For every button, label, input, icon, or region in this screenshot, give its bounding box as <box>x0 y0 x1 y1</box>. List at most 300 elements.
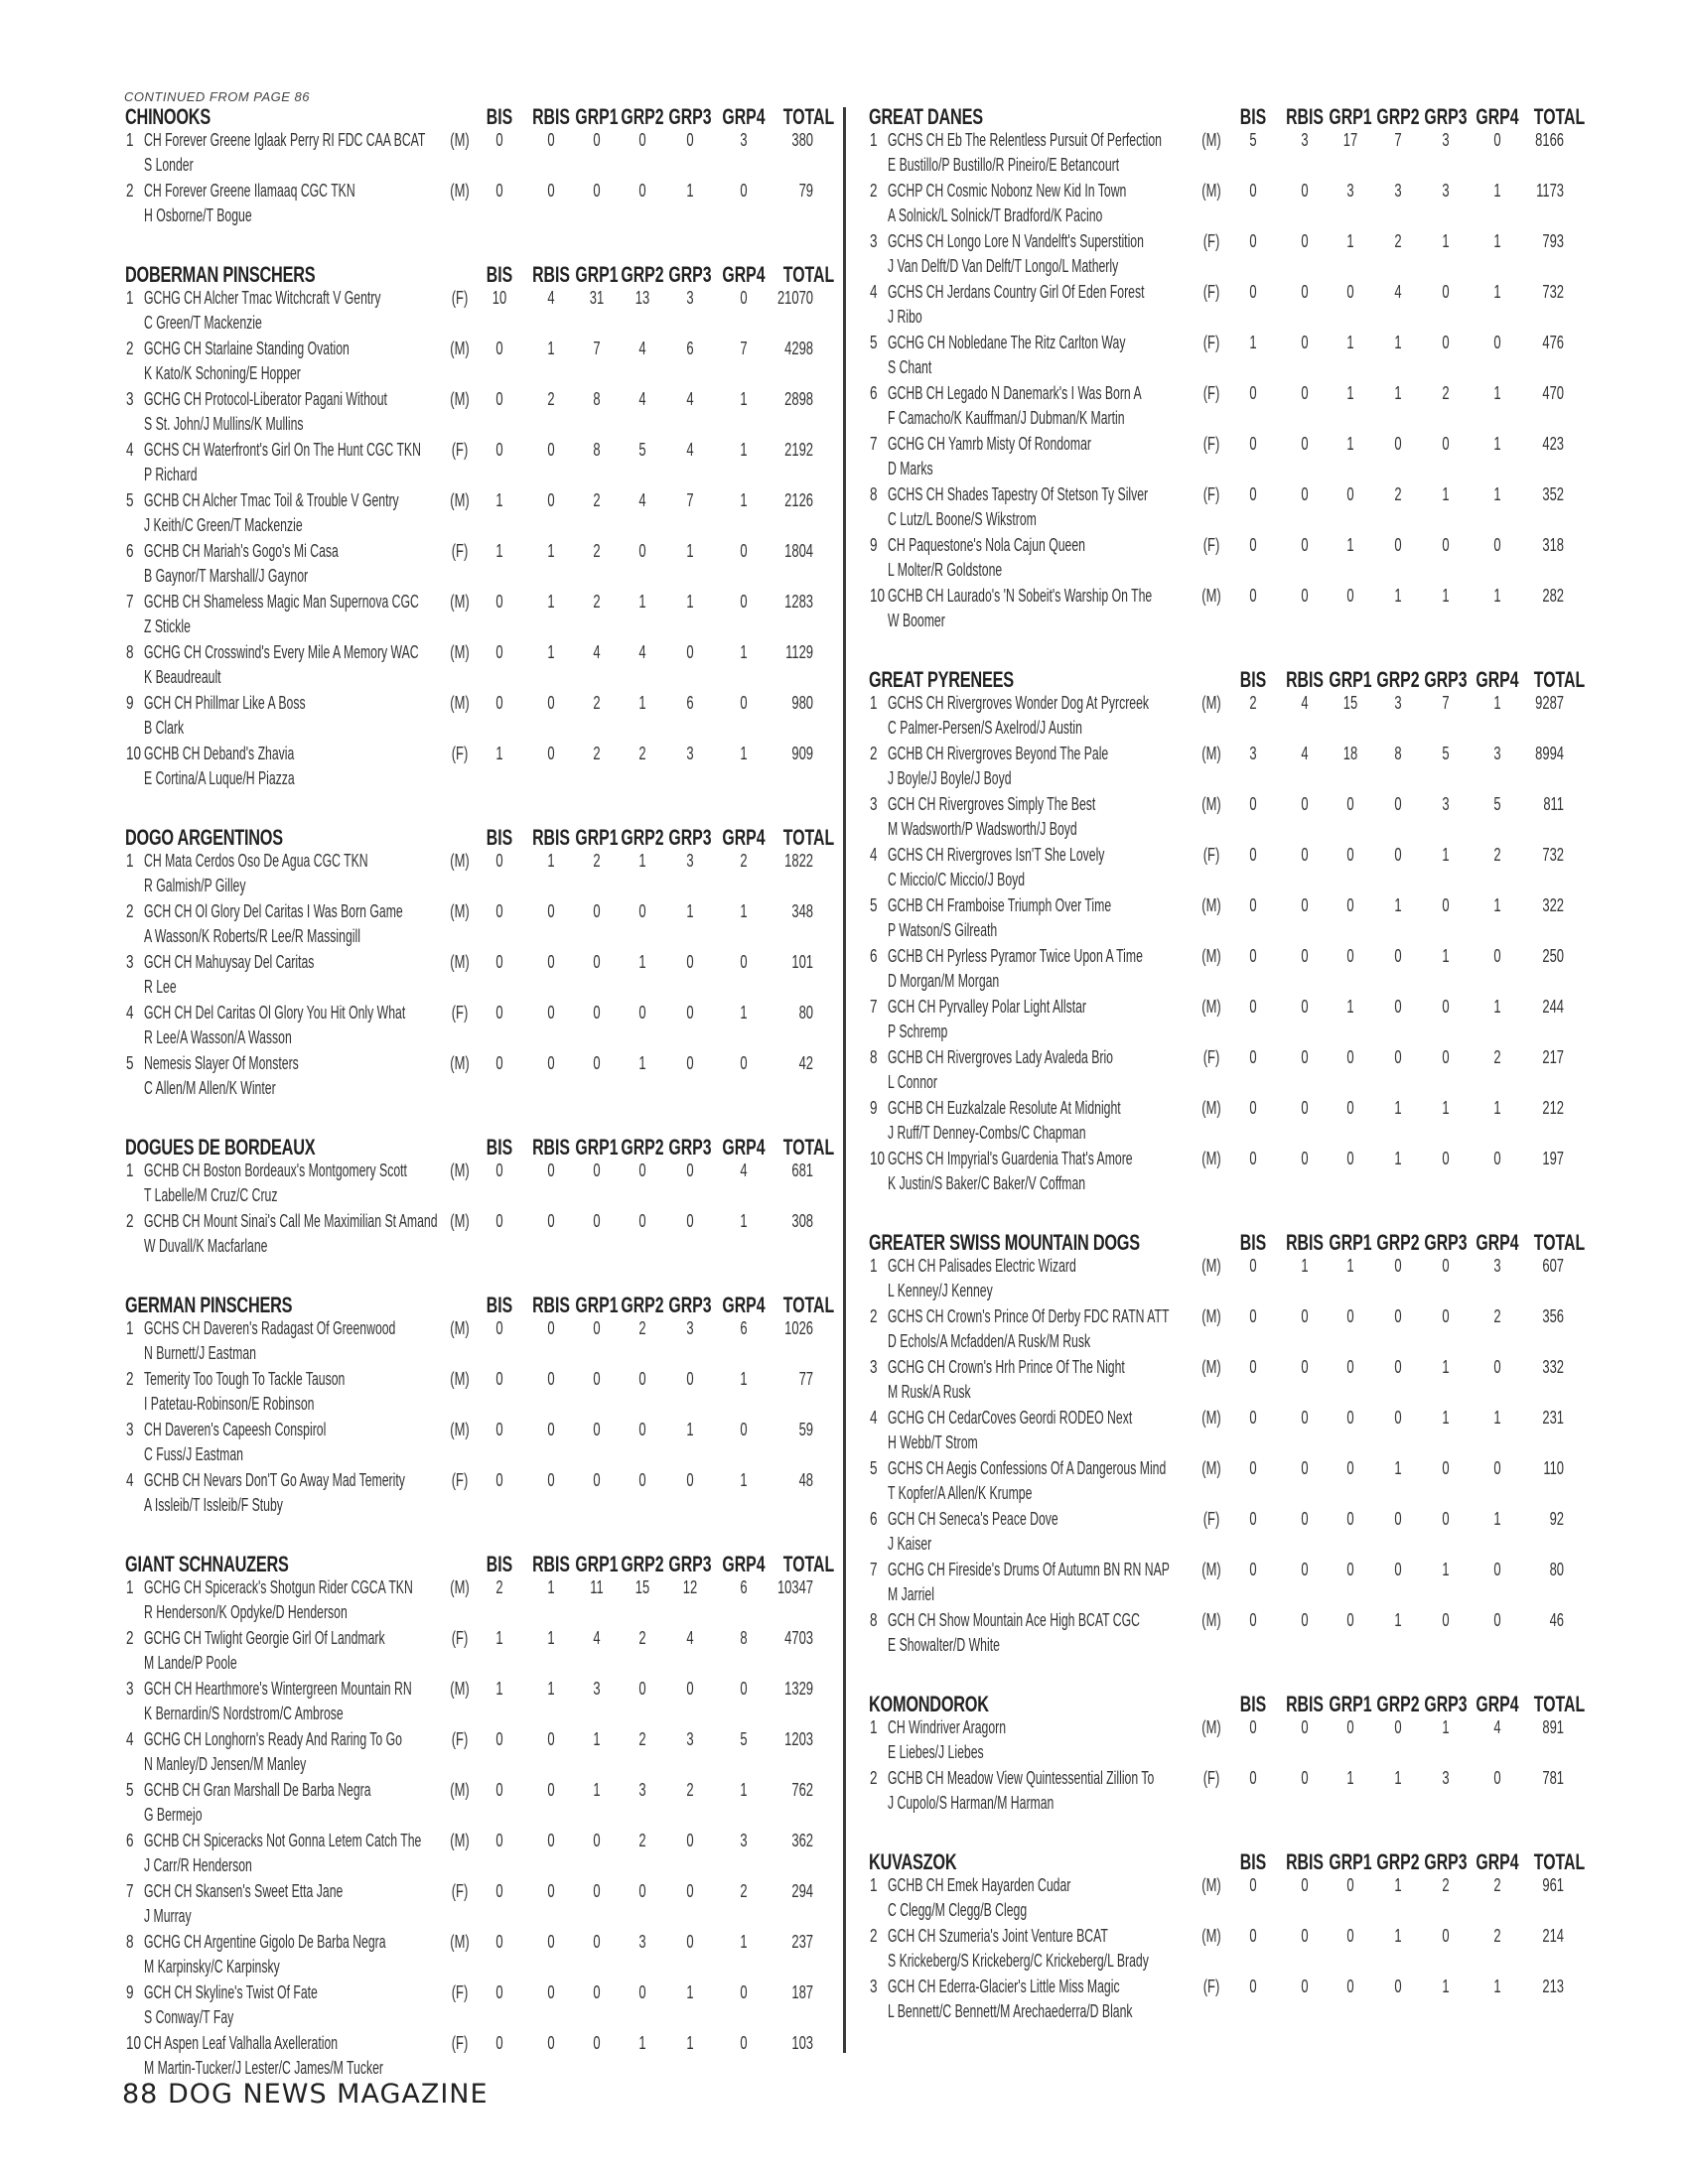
column-header-grp2: GRP2 <box>1376 104 1420 129</box>
total-value: 2126 <box>784 490 813 510</box>
grp3-value: 0 <box>1442 1458 1450 1478</box>
bis-value: 0 <box>495 592 503 612</box>
bis-value: 0 <box>1249 181 1257 201</box>
bis-value: 3 <box>1249 744 1257 763</box>
grp3-value: 0 <box>686 952 694 972</box>
column-header-grp1: GRP1 <box>1329 1849 1372 1874</box>
rank-number: 2 <box>126 1211 134 1231</box>
column-header-grp1: GRP1 <box>1329 667 1372 692</box>
ranking-row <box>122 541 817 592</box>
grp4-value: 6 <box>740 1577 748 1597</box>
owner-names: A Wasson/K Roberts/R Lee/R Massingill <box>144 926 360 946</box>
grp2-value: 0 <box>1394 1047 1402 1067</box>
sex-label: (M) <box>1201 1560 1221 1579</box>
grp2-value: 2 <box>638 744 646 763</box>
owner-names: R Lee <box>144 977 177 997</box>
breed-section <box>122 1551 835 2084</box>
breed-section <box>866 1848 1586 2027</box>
grp3-value: 0 <box>686 1470 694 1490</box>
rank-number: 7 <box>870 997 878 1017</box>
grp1-value: 1 <box>1346 333 1354 352</box>
bis-value: 0 <box>1249 1047 1257 1067</box>
column-header-bis: BIS <box>1239 1692 1267 1716</box>
breed-section <box>866 1691 1586 1819</box>
sex-label: (F) <box>1202 535 1220 555</box>
column-header-grp3: GRP3 <box>1424 1692 1468 1716</box>
sex-label: (F) <box>1202 282 1220 302</box>
rank-number: 10 <box>870 586 886 606</box>
bis-value: 0 <box>1249 1149 1257 1168</box>
grp3-value: 1 <box>686 1420 694 1439</box>
grp3-value: 3 <box>686 851 694 871</box>
ranking-row <box>866 1926 1566 1977</box>
column-header-total: TOTAL <box>1533 1230 1586 1255</box>
total-value: 811 <box>1543 794 1564 814</box>
bis-value: 0 <box>495 339 503 358</box>
ranking-row <box>866 693 1566 744</box>
grp1-value: 0 <box>1346 895 1354 915</box>
bis-value: 0 <box>495 389 503 409</box>
bis-value: 0 <box>1249 1509 1257 1529</box>
grp2-value: 1 <box>1394 1458 1402 1478</box>
dog-name: GCHG CH Fireside's Drums Of Autumn BN RN NAP <box>888 1560 1170 1579</box>
section-header <box>122 1292 835 1318</box>
owner-names: M Rusk/A Rusk <box>888 1382 971 1402</box>
column-header-total: TOTAL <box>782 104 835 129</box>
ranking-row <box>866 744 1566 794</box>
rbis-value: 1 <box>547 592 555 612</box>
total-value: 423 <box>1542 434 1564 454</box>
grp1-value: 0 <box>593 1982 601 2002</box>
grp1-value: 0 <box>1346 1357 1354 1377</box>
ranking-row <box>866 1560 1566 1610</box>
dog-name: GCHS CH Daveren's Radagast Of Greenwood <box>144 1318 396 1338</box>
rank-number: 7 <box>870 1560 878 1579</box>
ranking-row <box>122 592 817 642</box>
rbis-value: 0 <box>1301 535 1309 555</box>
grp4-value: 0 <box>740 288 748 308</box>
owner-names: H Webb/T Strom <box>888 1433 978 1452</box>
rbis-value: 0 <box>1301 1047 1309 1067</box>
column-header-grp2: GRP2 <box>621 262 664 287</box>
rank-number: 2 <box>126 1628 134 1648</box>
grp4-value: 0 <box>1493 1768 1501 1788</box>
column-header-rbis: RBIS <box>1286 1692 1324 1716</box>
total-value: 476 <box>1542 333 1564 352</box>
ranking-row <box>122 389 817 440</box>
sex-label: (M) <box>450 952 470 972</box>
bis-value: 0 <box>1249 484 1257 504</box>
grp3-value: 1 <box>1442 845 1450 865</box>
rank-number: 5 <box>870 1458 878 1478</box>
rbis-value: 1 <box>547 851 555 871</box>
dog-name: GCHB CH Rivergroves Beyond The Pale <box>888 744 1109 763</box>
total-value: 48 <box>798 1470 813 1490</box>
rank-number: 3 <box>126 1420 134 1439</box>
bis-value: 0 <box>495 1881 503 1901</box>
grp1-value: 1 <box>1346 997 1354 1017</box>
grp1-value: 0 <box>593 1160 601 1180</box>
rank-number: 5 <box>870 333 878 352</box>
dog-name: GCHG CH Spicerack's Shotgun Rider CGCA TKN <box>144 1577 413 1597</box>
rbis-value: 0 <box>1301 997 1309 1017</box>
grp3-value: 1 <box>1442 1717 1450 1737</box>
rank-number: 9 <box>870 535 878 555</box>
grp4-value: 1 <box>1493 434 1501 454</box>
grp3-value: 0 <box>686 1932 694 1952</box>
bis-value: 0 <box>495 1982 503 2002</box>
grp1-value: 0 <box>1346 586 1354 606</box>
sex-label: (M) <box>1201 794 1221 814</box>
grp4-value: 0 <box>740 2033 748 2053</box>
column-header-rbis: RBIS <box>532 104 570 129</box>
grp1-value: 1 <box>1346 1256 1354 1276</box>
grp1-value: 1 <box>1346 434 1354 454</box>
owner-names: C Lutz/L Boone/S Wikstrom <box>888 509 1037 529</box>
total-value: 681 <box>791 1160 813 1180</box>
dog-name: GCHG CH Yamrb Misty Of Rondomar <box>888 434 1091 454</box>
rbis-value: 1 <box>547 642 555 662</box>
grp4-value: 1 <box>740 440 748 460</box>
total-value: 732 <box>1542 845 1564 865</box>
grp1-value: 0 <box>593 1369 601 1389</box>
grp2-value: 1 <box>638 851 646 871</box>
grp2-value: 0 <box>1394 946 1402 966</box>
ranking-row <box>866 333 1566 383</box>
grp1-value: 0 <box>593 1211 601 1231</box>
total-value: 103 <box>791 2033 813 2053</box>
rank-number: 2 <box>870 1926 878 1946</box>
rank-number: 2 <box>126 339 134 358</box>
total-value: 793 <box>1542 231 1564 251</box>
ranking-row <box>122 1053 817 1104</box>
rbis-value: 1 <box>1301 1256 1309 1276</box>
continued-note: CONTINUED FROM PAGE 86 <box>124 89 311 104</box>
owner-names: C Fuss/J Eastman <box>144 1444 243 1464</box>
total-value: 607 <box>1542 1256 1564 1276</box>
dog-name: GCH CH Show Mountain Ace High BCAT CGC <box>888 1610 1140 1630</box>
rank-number: 2 <box>870 181 878 201</box>
grp3-value: 0 <box>1442 1926 1450 1946</box>
grp4-value: 1 <box>740 1003 748 1023</box>
dog-name: GCHB CH Rivergroves Lady Avaleda Brio <box>888 1047 1113 1067</box>
breed-title: DOGUES DE BORDEAUX <box>125 1135 316 1160</box>
owner-names: M Wadsworth/P Wadsworth/J Boyd <box>888 819 1077 839</box>
rbis-value: 0 <box>547 744 555 763</box>
left-column <box>122 103 835 2114</box>
bis-value: 0 <box>1249 1306 1257 1326</box>
grp1-value: 1 <box>1346 1768 1354 1788</box>
rbis-value: 3 <box>1301 130 1309 150</box>
owner-names: S Krickeberg/S Krickeberg/C Krickeberg/L Brady <box>888 1951 1149 1971</box>
column-header-grp2: GRP2 <box>621 1135 664 1160</box>
rank-number: 4 <box>126 1470 134 1490</box>
column-header-grp4: GRP4 <box>1476 104 1519 129</box>
grp2-value: 1 <box>1394 1926 1402 1946</box>
grp2-value: 0 <box>638 901 646 921</box>
rank-number: 5 <box>126 1780 134 1800</box>
ranking-row <box>122 642 817 693</box>
grp2-value: 8 <box>1394 744 1402 763</box>
sex-label: (M) <box>450 642 470 662</box>
rbis-value: 0 <box>547 1160 555 1180</box>
rank-number: 4 <box>126 1003 134 1023</box>
sex-label: (M) <box>450 1780 470 1800</box>
bis-value: 0 <box>495 1831 503 1850</box>
grp2-value: 1 <box>1394 1875 1402 1895</box>
grp2-value: 1 <box>1394 383 1402 403</box>
grp1-value: 0 <box>593 1318 601 1338</box>
breed-section <box>122 261 835 794</box>
rank-number: 9 <box>126 1982 134 2002</box>
grp1-value: 3 <box>593 1679 601 1699</box>
rank-number: 3 <box>126 1679 134 1699</box>
grp2-value: 0 <box>1394 1408 1402 1428</box>
owner-names: J Boyle/J Boyle/J Boyd <box>888 768 1012 788</box>
grp1-value: 0 <box>1346 1509 1354 1529</box>
rbis-value: 0 <box>1301 1610 1309 1630</box>
section-header <box>866 103 1586 130</box>
rank-number: 8 <box>126 642 134 662</box>
sex-label: (M) <box>450 901 470 921</box>
column-header-total: TOTAL <box>1533 1849 1586 1874</box>
dog-name: GCH CH Del Caritas Ol Glory You Hit Only What <box>144 1003 406 1023</box>
owner-names: N Manley/D Jensen/M Manley <box>144 1754 307 1774</box>
column-header-bis: BIS <box>1239 1849 1267 1874</box>
bis-value: 1 <box>495 744 503 763</box>
rank-number: 6 <box>870 383 878 403</box>
sex-label: (M) <box>450 389 470 409</box>
grp4-value: 0 <box>740 1982 748 2002</box>
total-value: 1329 <box>784 1679 813 1699</box>
dog-name: GCH CH Ederra-Glacier's Little Miss Magic <box>888 1977 1120 1996</box>
column-header-total: TOTAL <box>782 825 835 850</box>
sex-label: (F) <box>451 1003 469 1023</box>
column-header-bis: BIS <box>486 1293 513 1317</box>
grp2-value: 15 <box>634 1577 650 1597</box>
bis-value: 0 <box>1249 895 1257 915</box>
bis-value: 0 <box>1249 1256 1257 1276</box>
rbis-value: 0 <box>1301 484 1309 504</box>
total-value: 380 <box>791 130 813 150</box>
bis-value: 2 <box>1249 693 1257 713</box>
rank-number: 6 <box>126 541 134 561</box>
grp3-value: 0 <box>686 1160 694 1180</box>
grp2-value: 5 <box>638 440 646 460</box>
total-value: 332 <box>1542 1357 1564 1377</box>
dog-name: GCHS CH Waterfront's Girl On The Hunt CGC TKN <box>144 440 421 460</box>
grp4-value: 1 <box>1493 997 1501 1017</box>
rbis-value: 0 <box>1301 434 1309 454</box>
owner-names: D Marks <box>888 459 933 478</box>
total-value: 1804 <box>784 541 813 561</box>
grp4-value: 0 <box>740 693 748 713</box>
bis-value: 1 <box>495 1679 503 1699</box>
ranking-row <box>866 1768 1566 1819</box>
grp1-value: 1 <box>1346 231 1354 251</box>
grp4-value: 2 <box>1493 1875 1501 1895</box>
column-header-grp2: GRP2 <box>1376 1849 1420 1874</box>
owner-names: J Van Delft/D Van Delft/T Longo/L Matherly <box>888 256 1119 276</box>
rbis-value: 1 <box>547 1679 555 1699</box>
rbis-value: 0 <box>1301 1926 1309 1946</box>
owner-names: J Carr/R Henderson <box>144 1855 252 1875</box>
grp4-value: 0 <box>1493 946 1501 966</box>
total-value: 294 <box>791 1881 813 1901</box>
owner-names: B Clark <box>144 718 185 738</box>
owner-names: S Conway/T Fay <box>144 2007 234 2027</box>
ranking-row <box>866 1610 1566 1661</box>
column-header-bis: BIS <box>486 825 513 850</box>
column-header-total: TOTAL <box>782 1135 835 1160</box>
rank-number: 2 <box>126 1369 134 1389</box>
grp1-value: 3 <box>1346 181 1354 201</box>
grp1-value: 1 <box>593 1729 601 1749</box>
bis-value: 0 <box>495 901 503 921</box>
rank-number: 3 <box>870 231 878 251</box>
total-value: 1283 <box>784 592 813 612</box>
bis-value: 0 <box>495 1369 503 1389</box>
grp3-value: 0 <box>1442 1610 1450 1630</box>
owner-names: D Echols/A Mcfadden/A Rusk/M Rusk <box>888 1331 1091 1351</box>
dog-name: GCHG CH Crosswind's Every Mile A Memory WAC <box>144 642 419 662</box>
ranking-row <box>122 1628 817 1679</box>
grp4-value: 0 <box>740 952 748 972</box>
bis-value: 0 <box>1249 434 1257 454</box>
total-value: 891 <box>1542 1717 1564 1737</box>
dog-name: GCHB CH Legado N Danemark's I Was Born A <box>888 383 1142 403</box>
bis-value: 0 <box>495 952 503 972</box>
ranking-row <box>866 1047 1566 1098</box>
rbis-value: 0 <box>547 1881 555 1901</box>
grp2-value: 2 <box>638 1628 646 1648</box>
grp4-value: 7 <box>740 339 748 358</box>
grp3-value: 0 <box>686 1053 694 1073</box>
grp2-value: 0 <box>1394 794 1402 814</box>
sex-label: (F) <box>451 440 469 460</box>
grp3-value: 0 <box>686 130 694 150</box>
dog-name: GCH CH Palisades Electric Wizard <box>888 1256 1076 1276</box>
grp1-value: 0 <box>1346 1560 1354 1579</box>
column-header-bis: BIS <box>1239 667 1267 692</box>
column-header-grp3: GRP3 <box>668 104 712 129</box>
grp2-value: 1 <box>638 592 646 612</box>
ranking-row <box>122 1729 817 1780</box>
bis-value: 5 <box>1249 130 1257 150</box>
sex-label: (M) <box>1201 997 1221 1017</box>
owner-names: S St. John/J Mullins/K Mullins <box>144 414 304 434</box>
grp3-value: 1 <box>686 541 694 561</box>
dog-name: GCHB CH Deband's Zhavia <box>144 744 295 763</box>
sex-label: (F) <box>1202 333 1220 352</box>
bis-value: 0 <box>495 1729 503 1749</box>
rank-number: 3 <box>126 389 134 409</box>
rank-number: 10 <box>126 744 142 763</box>
rbis-value: 0 <box>1301 1306 1309 1326</box>
dog-name: GCH CH Skansen's Sweet Etta Jane <box>144 1881 344 1901</box>
grp2-value: 0 <box>1394 1560 1402 1579</box>
grp3-value: 0 <box>1442 282 1450 302</box>
dog-name: GCHB CH Meadow View Quintessential Zillion To <box>888 1768 1155 1788</box>
sex-label: (M) <box>450 1679 470 1699</box>
dog-name: GCHB CH Spiceracks Not Gonna Letem Catch The <box>144 1831 422 1850</box>
owner-names: L Kenney/J Kenney <box>888 1281 993 1300</box>
dog-name: CH Forever Greene Iglaak Perry RI FDC CAA BCAT <box>144 130 426 150</box>
column-header-grp4: GRP4 <box>722 1293 766 1317</box>
rbis-value: 0 <box>1301 1458 1309 1478</box>
column-header-total: TOTAL <box>782 262 835 287</box>
ranking-row <box>122 1780 817 1831</box>
owner-names: R Lee/A Wasson/A Wasson <box>144 1027 292 1047</box>
owner-names: G Bermejo <box>144 1805 203 1825</box>
rank-number: 1 <box>126 1318 134 1338</box>
grp2-value: 1 <box>1394 1098 1402 1118</box>
sex-label: (F) <box>1202 1509 1220 1529</box>
bis-value: 0 <box>495 2033 503 2053</box>
rbis-value: 0 <box>1301 1717 1309 1737</box>
grp3-value: 0 <box>1442 1306 1450 1326</box>
grp3-value: 2 <box>1442 383 1450 403</box>
breed-section <box>122 103 835 231</box>
ranking-row <box>122 1160 817 1211</box>
bis-value: 1 <box>495 541 503 561</box>
grp4-value: 8 <box>740 1628 748 1648</box>
grp1-value: 4 <box>593 642 601 662</box>
rbis-value: 0 <box>1301 1098 1309 1118</box>
grp3-value: 12 <box>682 1577 698 1597</box>
total-value: 1129 <box>785 642 813 662</box>
grp2-value: 3 <box>638 1932 646 1952</box>
grp4-value: 2 <box>1493 1926 1501 1946</box>
total-value: 2898 <box>784 389 813 409</box>
bis-value: 0 <box>495 1932 503 1952</box>
ranking-row <box>122 288 817 339</box>
grp1-value: 0 <box>1346 1717 1354 1737</box>
ranking-row <box>122 181 817 231</box>
grp2-value: 4 <box>638 339 646 358</box>
total-value: 214 <box>1542 1926 1564 1946</box>
total-value: 212 <box>1542 1098 1564 1118</box>
column-header-grp4: GRP4 <box>1476 1692 1519 1716</box>
sex-label: (M) <box>450 1053 470 1073</box>
total-value: 4298 <box>784 339 813 358</box>
owner-names: N Burnett/J Eastman <box>144 1343 256 1363</box>
grp2-value: 13 <box>634 288 650 308</box>
column-header-rbis: RBIS <box>532 825 570 850</box>
column-header-grp1: GRP1 <box>575 1135 619 1160</box>
rank-number: 8 <box>870 484 878 504</box>
total-value: 318 <box>1542 535 1564 555</box>
page-footer: 88 DOG NEWS MAGAZINE <box>122 2079 489 2110</box>
total-value: 1203 <box>784 1729 813 1749</box>
dog-name: GCHB CH Emek Hayarden Cudar <box>888 1875 1071 1895</box>
column-header-rbis: RBIS <box>532 1135 570 1160</box>
grp2-value: 0 <box>638 1003 646 1023</box>
grp2-value: 1 <box>638 2033 646 2053</box>
grp4-value: 2 <box>740 1881 748 1901</box>
grp1-value: 11 <box>590 1577 604 1597</box>
grp3-value: 7 <box>686 490 694 510</box>
column-header-grp3: GRP3 <box>668 1293 712 1317</box>
total-value: 92 <box>1549 1509 1564 1529</box>
column-header-total: TOTAL <box>1533 1692 1586 1716</box>
owner-names: L Molter/R Goldstone <box>888 560 1003 580</box>
grp4-value: 1 <box>1493 693 1501 713</box>
rank-number: 4 <box>126 440 134 460</box>
bis-value: 0 <box>1249 1458 1257 1478</box>
grp3-value: 1 <box>1442 946 1450 966</box>
ranking-row <box>866 946 1566 997</box>
